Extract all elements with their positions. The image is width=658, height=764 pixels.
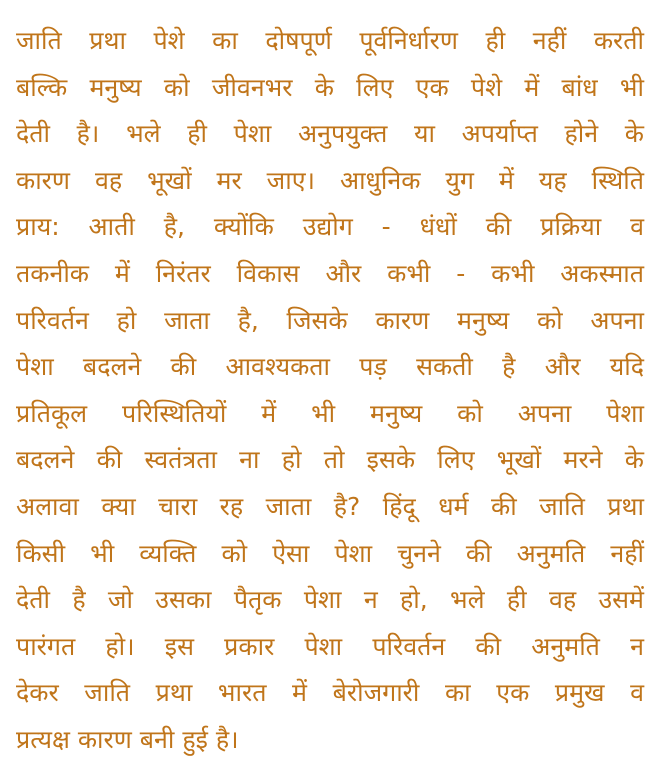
passage-line-13: देती है जो उसका पैतृक पेशा न हो, भले ही वह उसमें <box>16 585 644 615</box>
passage-line-11: अलावा क्या चारा रह जाता है? हिंदू धर्म की जाति प्रथा <box>16 491 644 521</box>
passage-line-9: प्रतिकूल परिस्थितियों में भी मनुष्य को अपना पेशा <box>16 398 644 428</box>
passage-line-5: प्राय: आती है, क्योंकि उद्योग - धंधों की प्रक्रिया व <box>16 212 644 242</box>
passage-line-4: कारण वह भूखों मर जाए। आधुनिक युग में यह स्थिति <box>16 165 644 195</box>
passage-line-12: किसी भी व्यक्ति को ऐसा पेशा चुनने की अनुमति नहीं <box>16 538 644 568</box>
passage-line-8: पेशा बदलने की आवश्यकता पड़ सकती है और यदि <box>16 352 644 382</box>
passage-line-2: बल्कि मनुष्य को जीवनभर के लिए एक पेशे में बांध भी <box>16 72 644 102</box>
passage-line-6: तकनीक में निरंतर विकास और कभी - कभी अकस्मात <box>16 258 644 288</box>
passage-line-7: परिवर्तन हो जाता है, जिसके कारण मनुष्य को अपना <box>16 305 644 335</box>
passage-line-14: पारंगत हो। इस प्रकार पेशा परिवर्तन की अनुमति न <box>16 631 644 661</box>
passage-line-1: जाति प्रथा पेशे का दोषपूर्ण पूर्वनिर्धारण ही नहीं करती <box>16 26 644 55</box>
passage-line-15: देकर जाति प्रथा भारत में बेरोजगारी का एक प्रमुख व <box>16 678 644 708</box>
passage-line-3: देती है। भले ही पेशा अनुपयुक्त या अपर्याप्त होने के <box>16 119 644 149</box>
passage-line-10: बदलने की स्वतंत्रता ना हो तो इसके लिए भूखों मरने के <box>16 445 644 475</box>
passage-line-16: प्रत्यक्ष कारण बनी हुई है। <box>16 724 239 754</box>
hindi-passage <box>16 18 644 764</box>
